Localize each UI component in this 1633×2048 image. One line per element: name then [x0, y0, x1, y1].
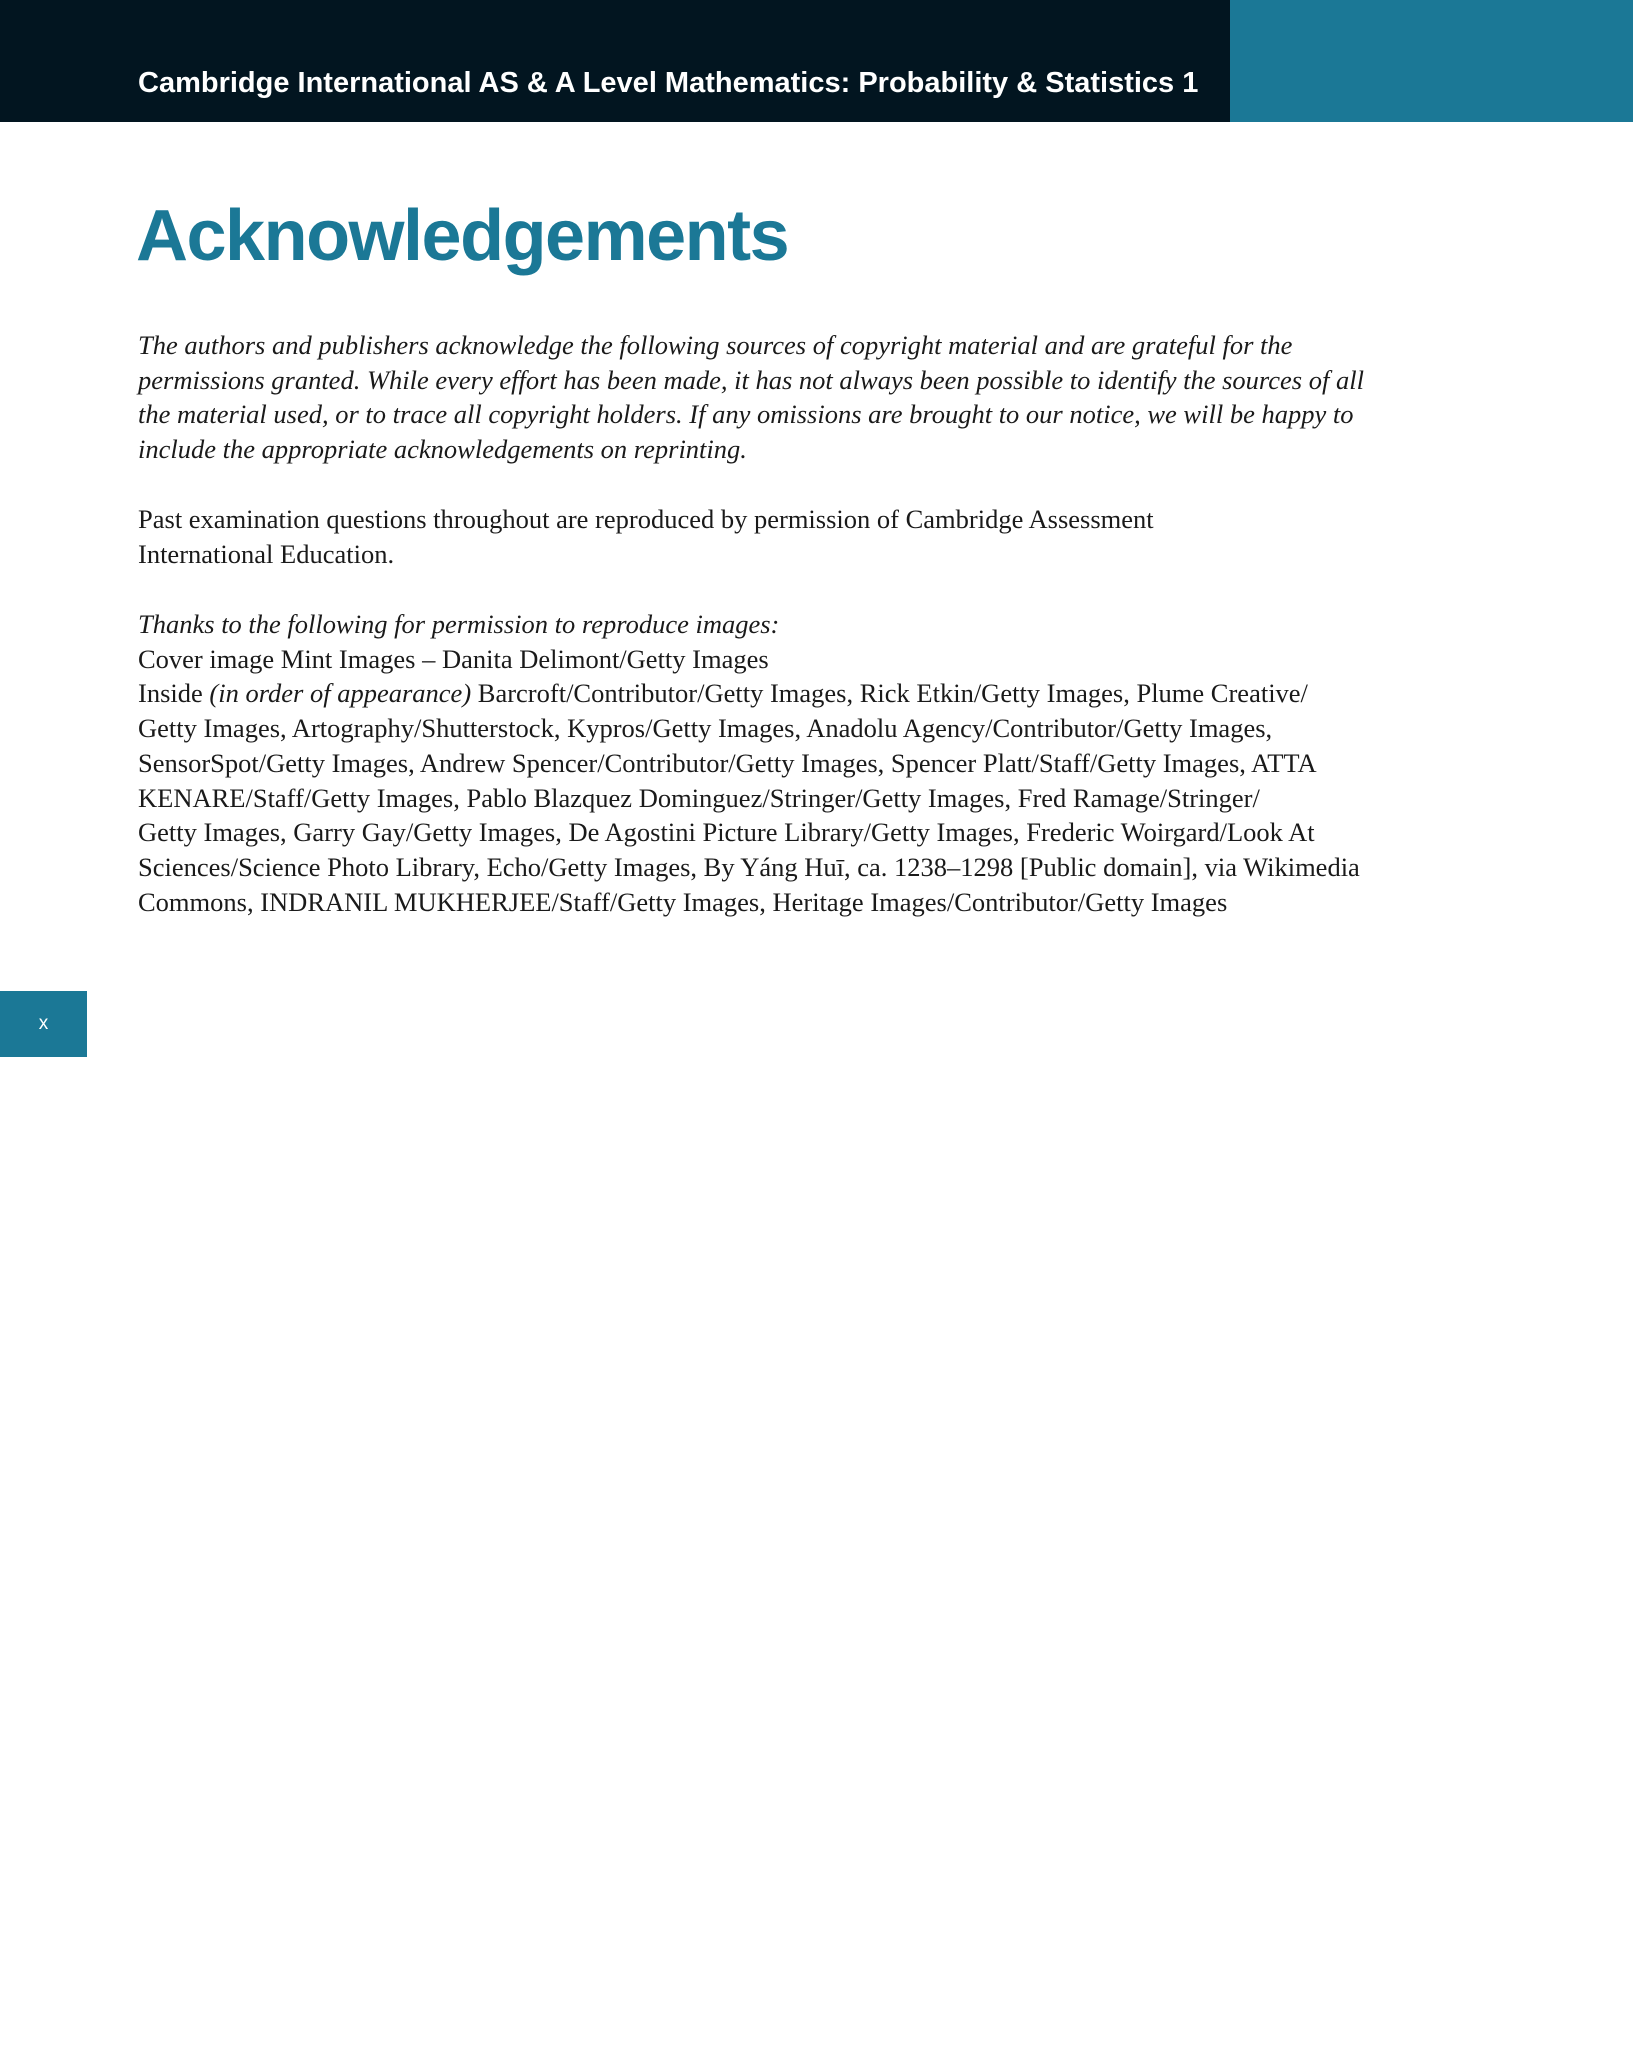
inside-credits-line: Getty Images, Artography/Shutterstock, Kypros/Getty Images, Anadolu Agency/Contributor/Getty Images, [138, 713, 1273, 744]
past-exam-line: Past examination questions throughout are reproduced by permission of Cambridge Assessment [138, 504, 1154, 534]
inside-credits-line: Sciences/Science Photo Library, Echo/Getty Images, By Yáng Huī, ca. 1238–1298 [Public domain], via Wikimedia [138, 851, 1360, 882]
inside-credits-line: Commons, INDRANIL MUKHERJEE/Staff/Getty Images, Heritage Images/Contributor/Getty Images [138, 886, 1228, 917]
page-title: Acknowledgements [136, 196, 789, 276]
page-number-tab [0, 991, 87, 1057]
inside-order-note: (in order of appearance) [209, 678, 472, 709]
inside-credits-line: Getty Images, Garry Gay/Getty Images, De Agostini Picture Library/Getty Images, Frederic Woirgard/Look At [138, 817, 1315, 848]
intro-line: The authors and publishers acknowledge the following sources of copyright material and are grateful for the [138, 330, 1293, 360]
past-exam-paragraph [138, 502, 1463, 571]
page-number: x [38, 1013, 49, 1034]
copyright-intro-paragraph [138, 328, 1463, 467]
intro-line: include the appropriate acknowledgements on reprinting. [138, 434, 747, 465]
past-exam-line: International Education. [138, 538, 395, 569]
inside-credits-line: KENARE/Staff/Getty Images, Pablo Blazquez Dominguez/Stringer/Getty Images, Fred Ramage/Stringer/ [138, 782, 1260, 813]
inside-credits-text: Barcroft/Contributor/Getty Images, Rick Etkin/Getty Images, Plume Creative/ [477, 678, 1308, 709]
inside-credits-line: SensorSpot/Getty Images, Andrew Spencer/Contributor/Getty Images, Spencer Platt/Staff/Getty Images, ATTA [138, 747, 1317, 778]
book-title: Cambridge International AS & A Level Mathematics: Probability & Statistics 1 [138, 67, 1199, 99]
inside-credits-first-line [138, 676, 1463, 711]
image-credits-heading: Thanks to the following for permission to reproduce images: [138, 609, 780, 639]
header-accent-block [1230, 0, 1633, 122]
intro-line: the material used, or to trace all copyright holders. If any omissions are brought to our notice, we will be happy to [138, 399, 1354, 430]
image-credits-section [138, 607, 1463, 919]
intro-line: permissions granted. While every effort has been made, it has not always been possible to identify the sources of all [138, 364, 1364, 395]
inside-label: Inside [138, 678, 203, 709]
cover-image-credit: Cover image Mint Images – Danita Delimont/Getty Images [138, 643, 769, 674]
